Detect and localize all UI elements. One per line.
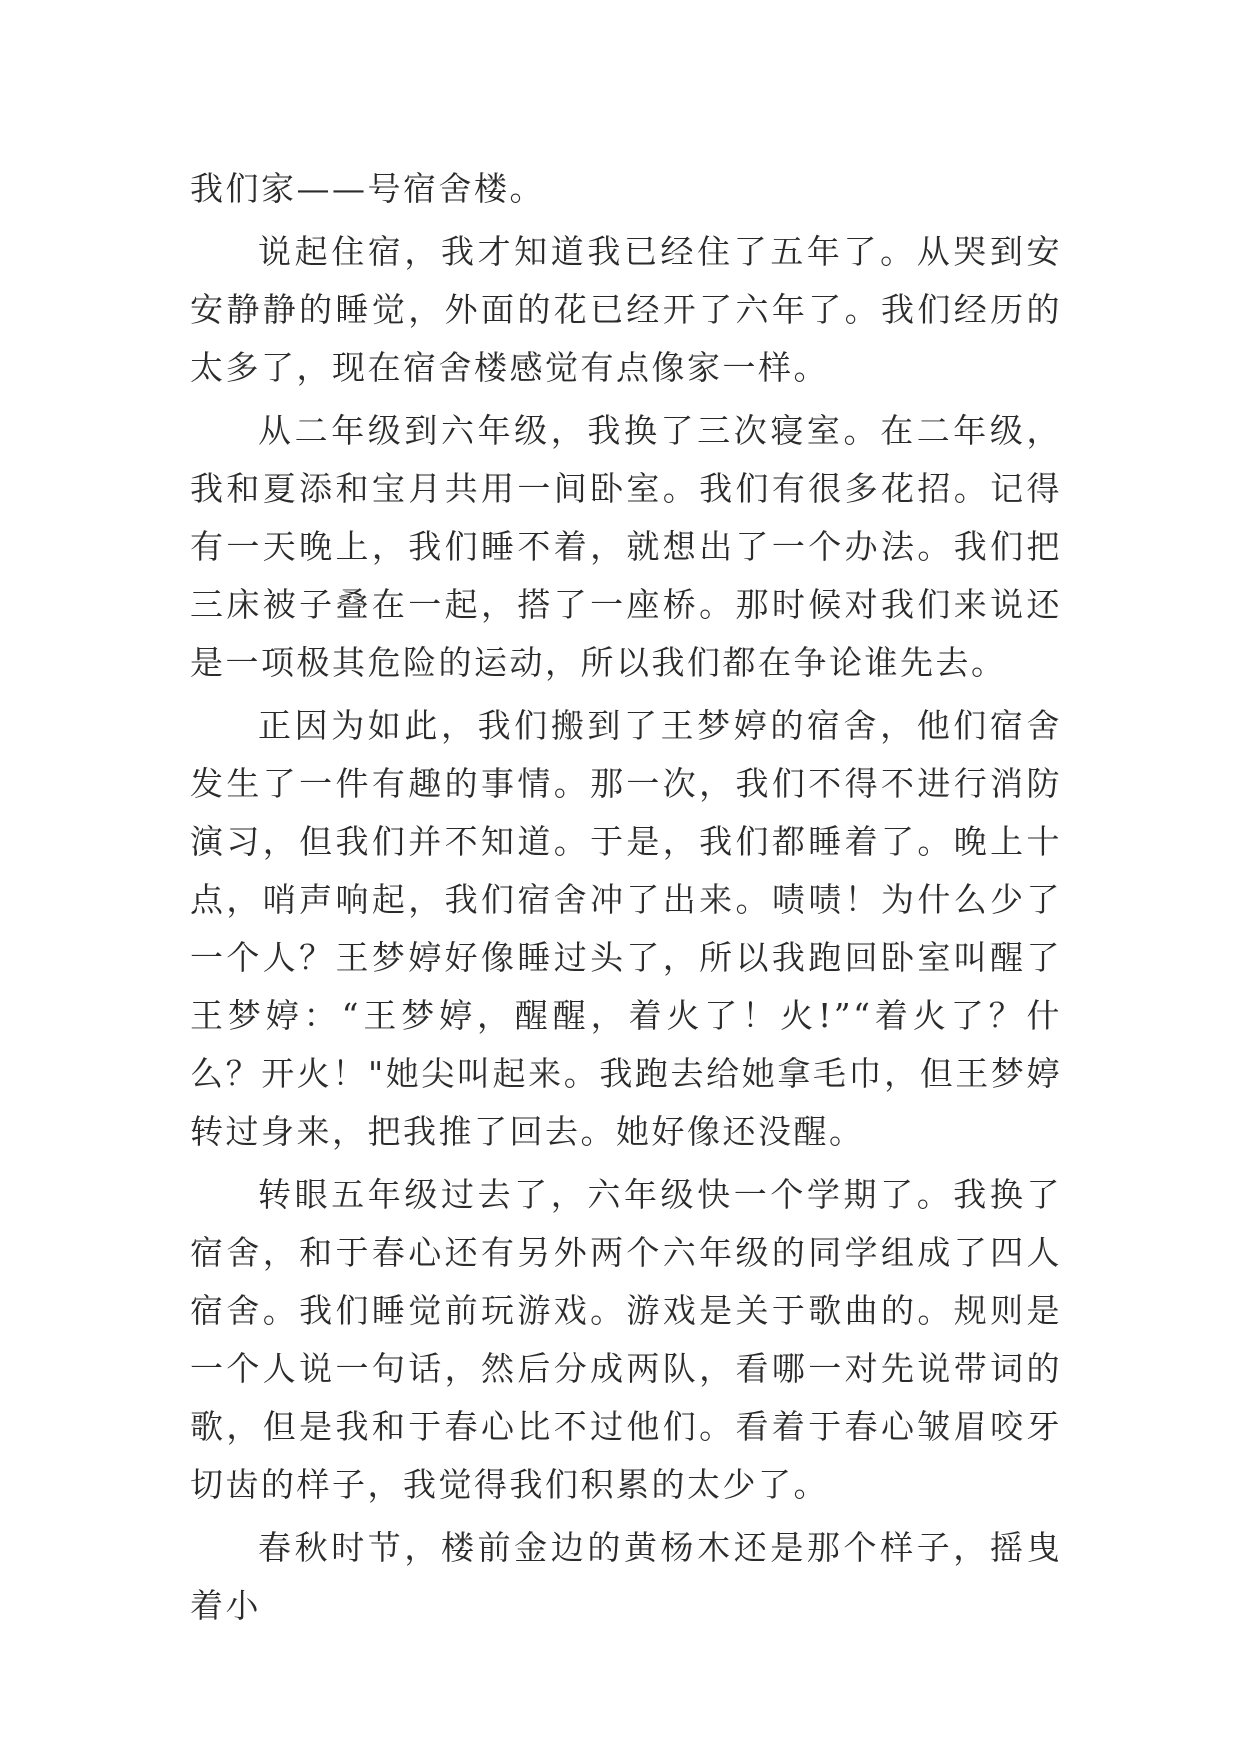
document-body (190, 160, 1062, 1640)
paragraph-2: 说起住宿，我才知道我已经住了五年了。从哭到安安静静的睡觉，外面的花已经开了六年了。我们经历的太多了，现在宿舍楼感觉有点像家一样。 (190, 232, 1062, 387)
paragraph-1: 我们家——号宿舍楼。 (190, 169, 545, 208)
paragraph-4: 正因为如此，我们搬到了王梦婷的宿舍，他们宿舍发生了一件有趣的事情。那一次，我们不得不进行消防演习，但我们并不知道。于是，我们都睡着了。晚上十点，哨声响起，我们宿舍冲了出来。啧啧！为什么少了一个人？王梦婷好像睡过头了，所以我跑回卧室叫醒了王梦婷：“王梦婷，醒醒，着火了！火!”“着火了？什么？开火！"她尖叫起来。我跑去给她拿毛巾，但王梦婷转过身来，把我推了回去。她好像还没醒。 (190, 706, 1062, 1151)
paragraph-6: 春秋时节，楼前金边的黄杨木还是那个样子，摇曳着小 (190, 1528, 1062, 1625)
paragraph-5: 转眼五年级过去了，六年级快一个学期了。我换了宿舍，和于春心还有另外两个六年级的同学组成了四人宿舍。我们睡觉前玩游戏。游戏是关于歌曲的。规则是一个人说一句话，然后分成两队，看哪一对先说带词的歌，但是我和于春心比不过他们。看着于春心皱眉咬牙切齿的样子，我觉得我们积累的太少了。 (190, 1175, 1062, 1504)
paragraph-3: 从二年级到六年级，我换了三次寝室。在二年级，我和夏添和宝月共用一间卧室。我们有很多花招。记得有一天晚上，我们睡不着，就想出了一个办法。我们把三床被子叠在一起，搭了一座桥。那时候对我们来说还是一项极其危险的运动，所以我们都在争论谁先去。 (190, 411, 1062, 682)
